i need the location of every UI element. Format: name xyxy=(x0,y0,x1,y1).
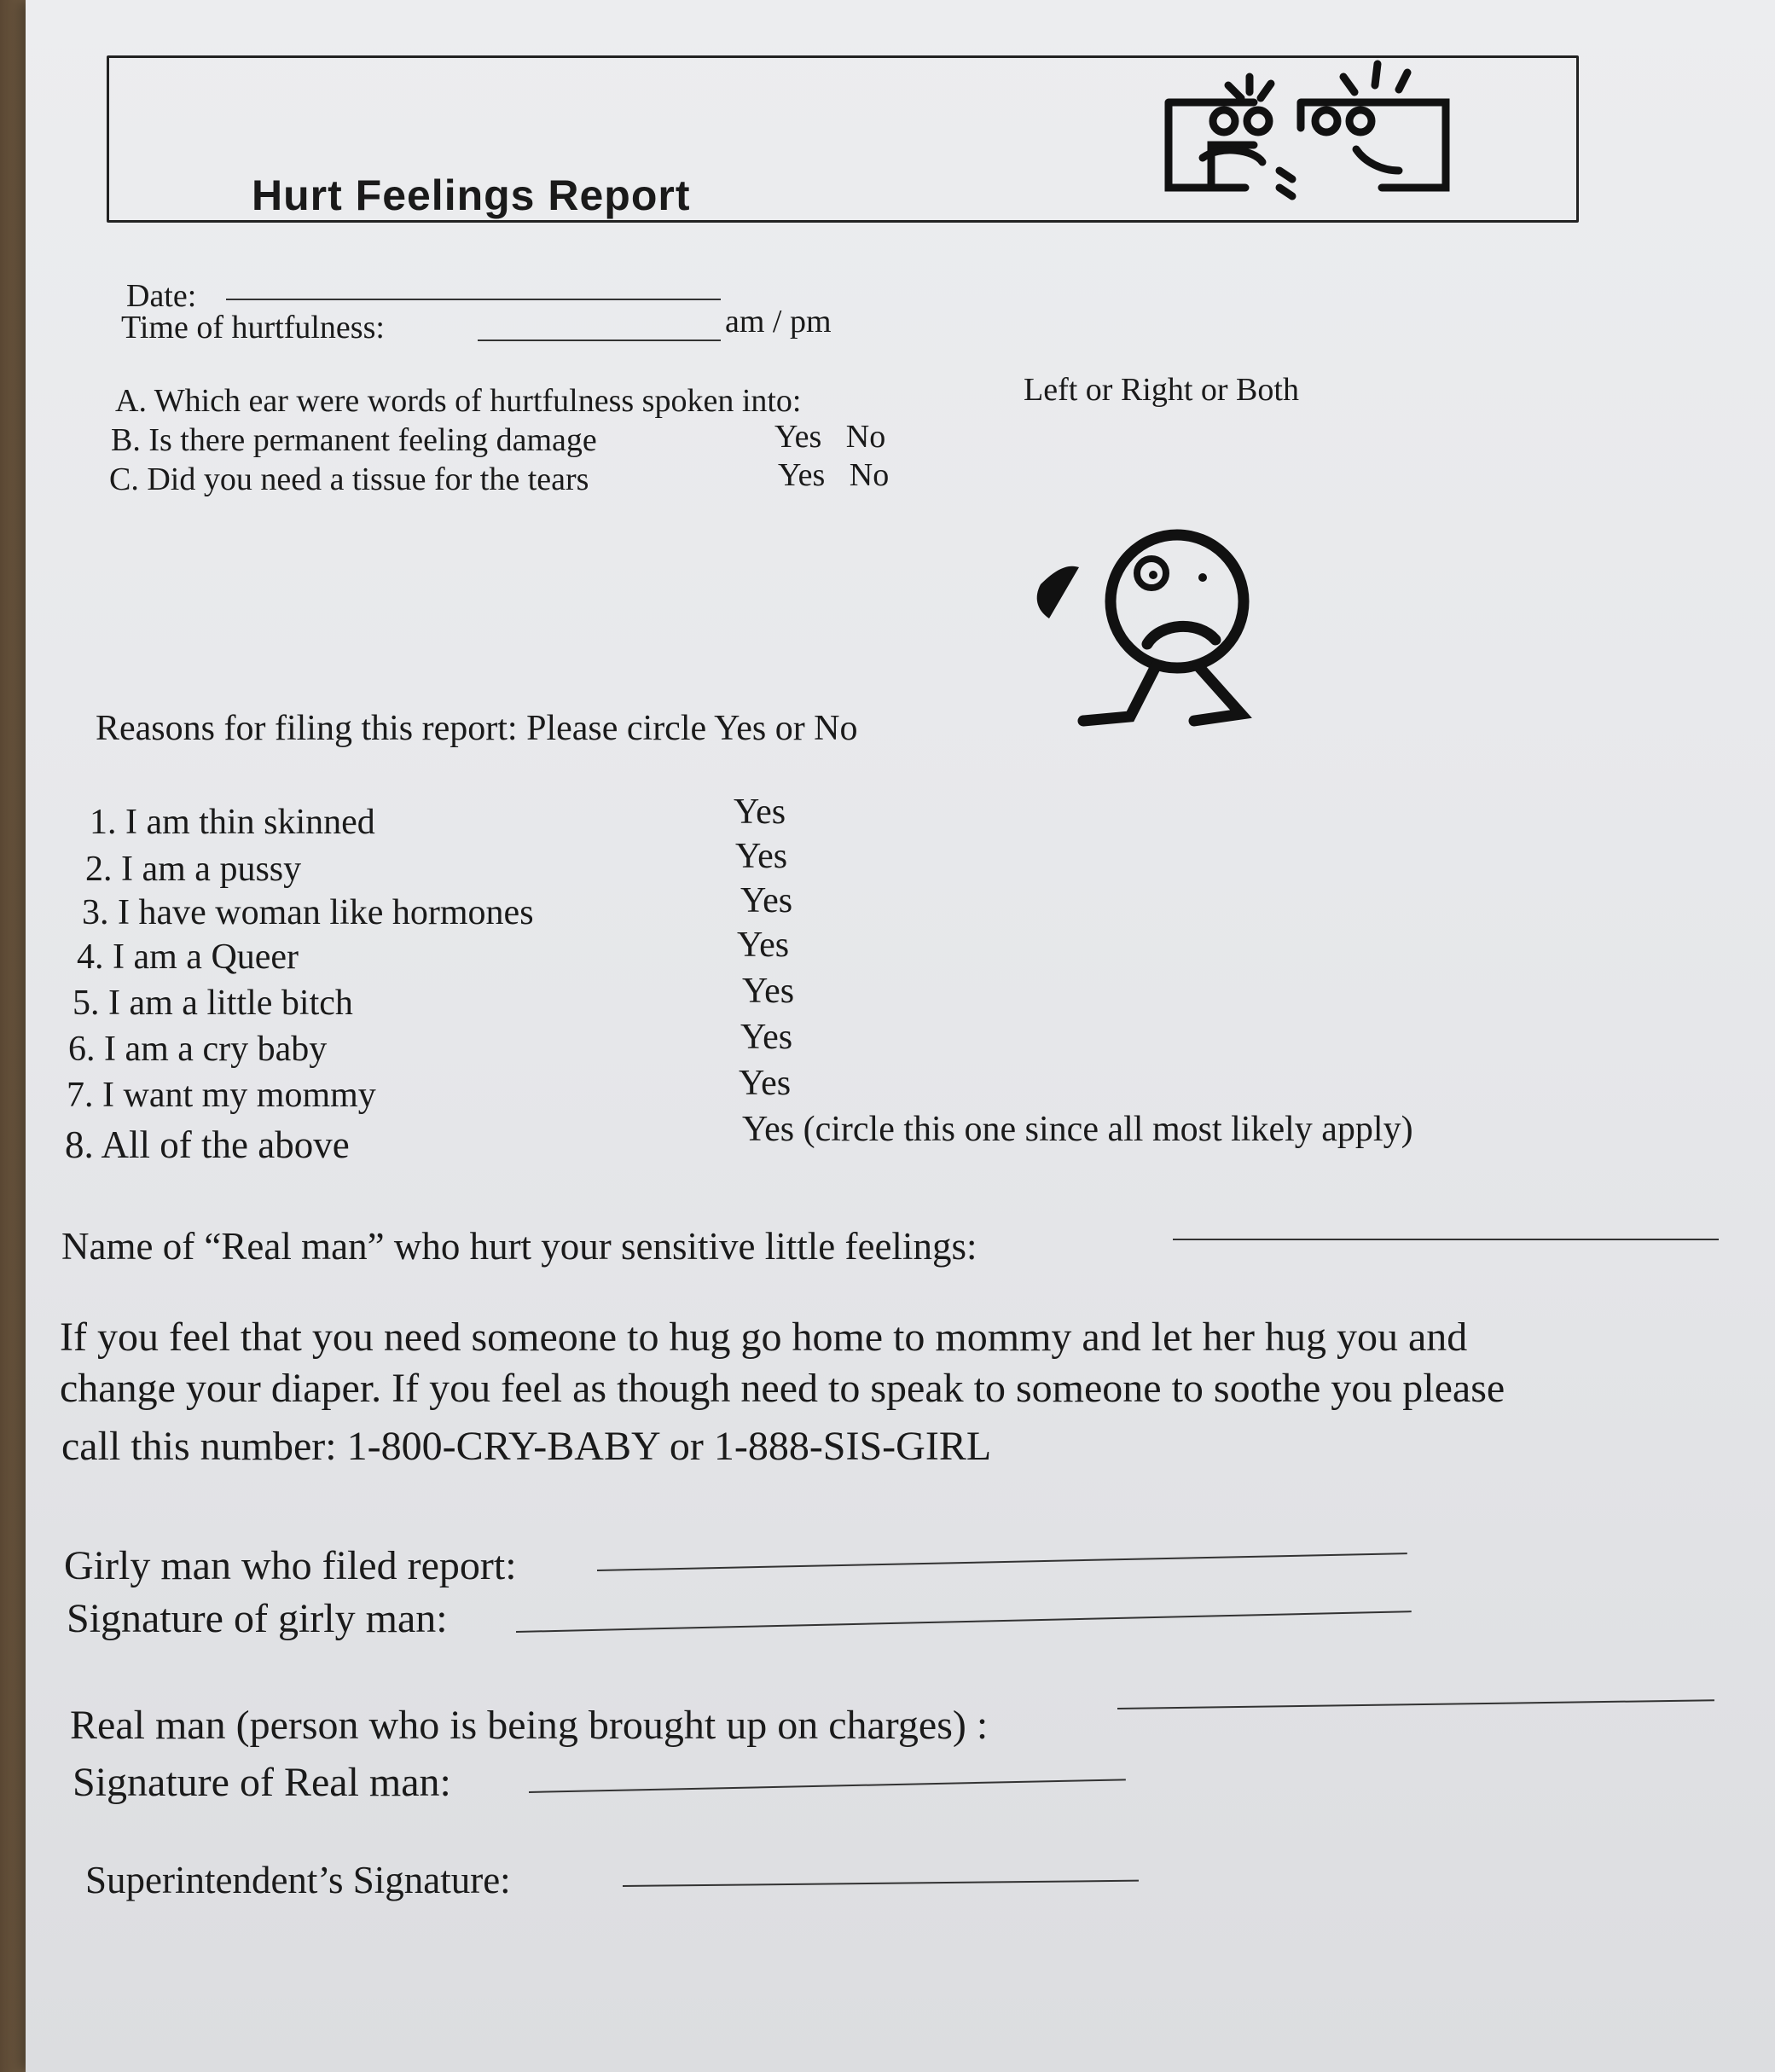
reason-item: 7. I want my mommy xyxy=(67,1076,376,1115)
girly-man-field[interactable] xyxy=(597,1553,1407,1571)
real-man-label: Real man (person who is being brought up on charges) : xyxy=(70,1703,989,1748)
report-paper xyxy=(26,0,1775,2072)
sad-face-figure-icon xyxy=(1015,525,1296,729)
girly-signature-label: Signature of girly man: xyxy=(67,1596,448,1641)
girly-signature-field[interactable] xyxy=(516,1611,1412,1633)
question-a-options[interactable]: Left or Right or Both xyxy=(1024,372,1299,408)
time-label: Time of hurtfulness: xyxy=(121,310,385,345)
reason-item: 4. I am a Queer xyxy=(77,937,299,977)
reason-answer[interactable]: Yes xyxy=(735,837,788,876)
question-a: A. Which ear were words of hurtfulness spoken into: xyxy=(115,383,802,419)
date-label: Date: xyxy=(126,278,197,314)
reason-item: 6. I am a cry baby xyxy=(68,1030,328,1069)
reason-item: 3. I have woman like hormones xyxy=(82,893,534,932)
superintendent-field[interactable] xyxy=(623,1880,1139,1887)
date-field[interactable] xyxy=(226,299,721,300)
reason-answer[interactable]: Yes xyxy=(737,926,790,965)
reason-answer[interactable]: Yes xyxy=(734,792,786,832)
real-man-name-label: Name of “Real man” who hurt your sensitive little feelings: xyxy=(61,1225,977,1268)
question-b: B. Is there permanent feeling damage xyxy=(111,422,597,458)
hug-paragraph-line-2: change your diaper. If you feel as though need to speak to someone to soothe you please xyxy=(60,1366,1505,1411)
real-man-signature-label: Signature of Real man: xyxy=(73,1760,451,1805)
hug-paragraph-line-3: call this number: 1-800-CRY-BABY or 1-888-SIS-GIRL xyxy=(61,1424,992,1469)
reason-item: 2. I am a pussy xyxy=(85,850,302,889)
reason-answer[interactable]: Yes xyxy=(739,1064,792,1103)
reason-answer[interactable]: Yes (circle this one since all most likely apply) xyxy=(742,1110,1413,1149)
hug-paragraph-line-1: If you feel that you need someone to hug go home to mommy and let her hug you and xyxy=(60,1315,1468,1360)
girly-man-label: Girly man who filed report: xyxy=(64,1543,517,1588)
question-b-options[interactable]: Yes No xyxy=(774,419,886,455)
reason-answer[interactable]: Yes xyxy=(740,1018,793,1057)
question-c-options[interactable]: Yes No xyxy=(778,457,890,493)
reasons-heading: Reasons for filing this report: Please circle Yes or No xyxy=(96,709,858,748)
real-man-name-field[interactable] xyxy=(1173,1239,1719,1240)
report-title: Hurt Feelings Report xyxy=(252,171,691,219)
reason-item: 5. I am a little bitch xyxy=(73,984,353,1023)
reason-item: 8. All of the above xyxy=(65,1123,350,1166)
time-field[interactable] xyxy=(478,340,721,341)
real-man-field[interactable] xyxy=(1117,1699,1714,1709)
question-c: C. Did you need a tissue for the tears xyxy=(109,461,589,497)
reason-item: 1. I am thin skinned xyxy=(90,803,375,842)
real-man-signature-field[interactable] xyxy=(529,1779,1126,1793)
time-suffix: am / pm xyxy=(725,304,832,340)
crying-faces-icon xyxy=(1151,51,1467,205)
reason-answer[interactable]: Yes xyxy=(742,972,795,1011)
superintendent-label: Superintendent’s Signature: xyxy=(85,1859,511,1901)
reason-answer[interactable]: Yes xyxy=(740,881,793,920)
